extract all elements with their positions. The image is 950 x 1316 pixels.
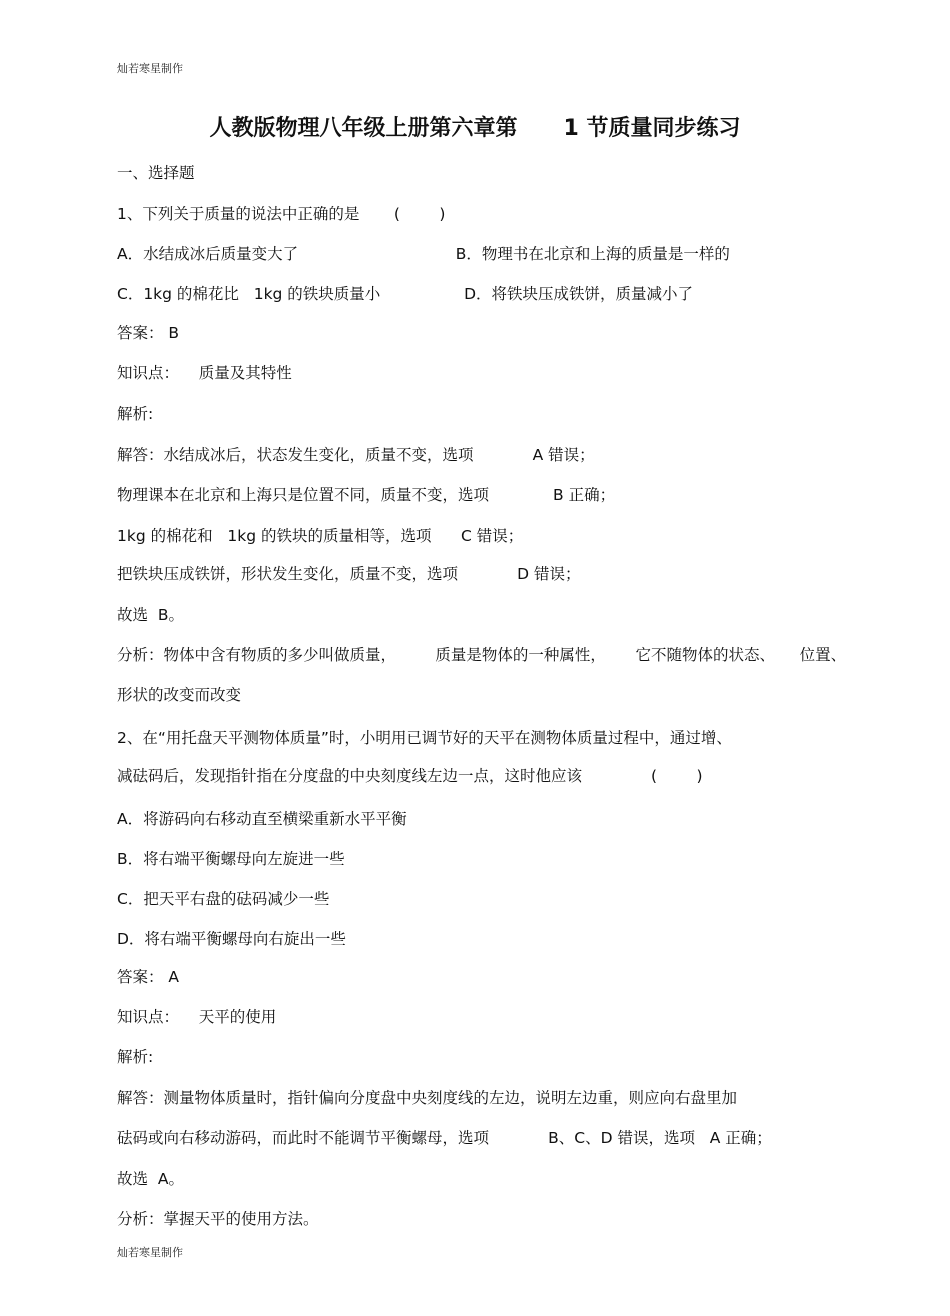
section-heading: 一、选择题	[117, 164, 195, 182]
q1-solution-line: 1kg 的棉花和 1kg 的铁块的质量相等，选项 C 错误；	[117, 527, 524, 545]
q1-stem: 1、下列关于质量的说法中正确的是 ( )	[117, 205, 446, 223]
q1-analysis-line: 形状的改变而改变	[117, 686, 242, 704]
q2-stem-line: 2、在“用托盘天平测物体质量”时，小明用已调节好的天平在测物体质量过程中，通过增、	[117, 729, 732, 747]
q1-solution-line: 物理课本在北京和上海只是位置不同，质量不变，选项 B 正确；	[117, 486, 616, 504]
q1-solution-line: 解答：水结成冰后，状态发生变化，质量不变，选项 A 错误；	[117, 446, 595, 464]
q1-knowledge-point: 知识点： 质量及其特性	[117, 364, 292, 382]
q2-option-b: B．将右端平衡螺母向左旋进一些	[117, 850, 345, 868]
q2-conclusion: 故选 A。	[117, 1170, 184, 1188]
page-title: 人教版物理八年级上册第六章第 1 节质量同步练习	[209, 116, 741, 141]
q2-stem-line: 减砝码后，发现指针指在分度盘的中央刻度线左边一点，这时他应该 ( )	[117, 767, 703, 785]
q2-analysis-label: 解析:	[117, 1048, 154, 1066]
q2-option-a: A．将游码向右移动直至横梁重新水平平衡	[117, 810, 407, 828]
q1-analysis-line: 分析：物体中含有物质的多少叫做质量， 质量是物体的一种属性， 它不随物体的状态、 位置、	[117, 646, 847, 664]
footer-watermark: 灿若寒星制作	[117, 1246, 183, 1259]
q2-analysis: 分析：掌握天平的使用方法。	[117, 1210, 319, 1228]
q1-solution-line: 把铁块压成铁饼，形状发生变化，质量不变，选项 D 错误；	[117, 565, 581, 583]
q1-analysis-label: 解析:	[117, 405, 154, 423]
q2-solution-line: 解答：测量物体质量时，指针偏向分度盘中央刻度线的左边，说明左边重，则应向右盘里加	[117, 1089, 738, 1107]
q1-conclusion: 故选 B。	[117, 606, 184, 624]
q2-solution-line: 砝码或向右移动游码，而此时不能调节平衡螺母，选项 B、C、D 错误，选项 A 正确；	[117, 1129, 772, 1147]
q2-option-c: C．把天平右盘的砝码减少一些	[117, 890, 330, 908]
q2-option-d: D．将右端平衡螺母向右旋出一些	[117, 930, 346, 948]
q2-answer: 答案： A	[117, 968, 180, 986]
q1-options-row1: A．水结成冰后质量变大了 B．物理书在北京和上海的质量是一样的	[117, 245, 730, 263]
q2-knowledge-point: 知识点： 天平的使用	[117, 1008, 277, 1026]
q1-options-row2: C．1kg 的棉花比 1kg 的铁块质量小 D．将铁块压成铁饼，质量减小了	[117, 285, 694, 303]
header-watermark: 灿若寒星制作	[117, 62, 183, 75]
q1-answer: 答案： B	[117, 324, 180, 342]
